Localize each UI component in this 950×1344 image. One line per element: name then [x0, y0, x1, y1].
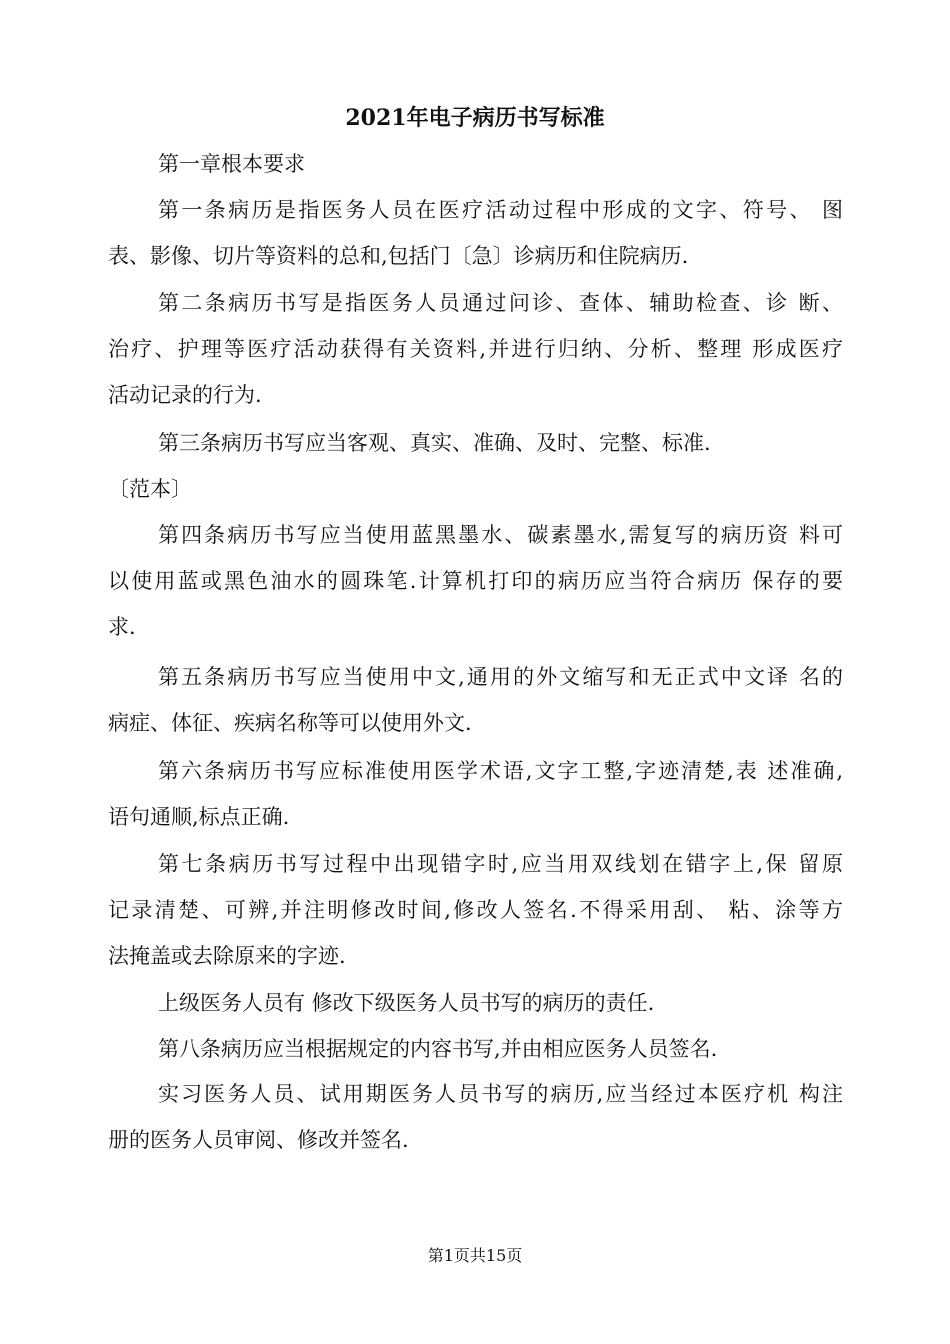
paragraph-line: 求. — [108, 615, 136, 639]
paragraph-line: 〔范本〕 — [108, 477, 192, 501]
paragraph-article-8 — [108, 1026, 843, 1072]
paragraph-line: 病症、体征、疾病名称等可以使用外文. — [108, 711, 472, 735]
paragraph-line: 表、影像、切片等资料的总和,包括门〔急〕诊病历和住院病历. — [108, 244, 689, 268]
paragraph-interns — [108, 1071, 843, 1163]
paragraph-article-6 — [108, 748, 843, 840]
paragraph-line: 册的医务人员审阅、修改并签名. — [108, 1128, 409, 1152]
paragraph-line: 以使用蓝或黑色油水的圆珠笔.计算机打印的病历应当符合病历 保存的要 — [108, 569, 843, 593]
paragraph-line: 第七条病历书写过程中出现错字时,应当用双线划在错字上,保 留原 — [158, 852, 843, 876]
paragraph-line: 第六条病历书写应标准使用医学术语,文字工整,字迹清楚,表 述准确, — [158, 759, 843, 783]
paragraph-article-2 — [108, 280, 843, 418]
paragraph-line: 记录清楚、可辨,并注明修改时间,修改人签名.不得采用刮、 粘、涂等方 — [108, 898, 843, 922]
paragraph-line: 第五条病历书写应当使用中文,通用的外文缩写和无正式中文译 名的 — [158, 665, 843, 689]
paragraph-line: 活动记录的行为. — [108, 383, 262, 407]
paragraph-line: 法掩盖或去除原来的字迹. — [108, 944, 346, 968]
document-title: 2021年电子病历书写标准 — [345, 105, 605, 131]
paragraph-line: 第二条病历书写是指医务人员通过问诊、查体、辅助检查、诊 断、 — [158, 291, 843, 315]
paragraph-article-1 — [108, 187, 843, 279]
page-number: 第1页共15页 — [427, 1246, 523, 1265]
paragraph-line: 第一条病历是指医务人员在医疗活动过程中形成的文字、符号、 图 — [158, 198, 843, 222]
chapter-heading — [108, 141, 843, 187]
paragraph-article-4 — [108, 512, 843, 650]
paragraph-article-7 — [108, 841, 843, 979]
paragraph-line: 第三条病历书写应当客观、真实、准确、及时、完整、标准. — [158, 431, 711, 455]
paragraph-line: 实习医务人员、试用期医务人员书写的病历,应当经过本医疗机 构注 — [158, 1082, 843, 1106]
chapter-heading-text: 第一章根本要求 — [158, 152, 305, 176]
paragraph-line: 上级医务人员有 修改下级医务人员书写的病历的责任. — [158, 991, 655, 1015]
paragraph-line: 第四条病历书写应当使用蓝黑墨水、碳素墨水,需复写的病历资 料可 — [158, 523, 843, 547]
paragraph-article-5 — [108, 654, 843, 746]
paragraph-article-3 — [108, 420, 843, 466]
paragraph-supervisor — [108, 980, 843, 1026]
paragraph-line: 第八条病历应当根据规定的内容书写,并由相应医务人员签名. — [158, 1037, 718, 1061]
paragraph-template-note — [108, 466, 843, 512]
paragraph-line: 语句通顺,标点正确. — [108, 805, 290, 829]
paragraph-line: 治疗、护理等医疗活动获得有关资料,并进行归纳、分析、整理 形成医疗 — [108, 337, 843, 361]
